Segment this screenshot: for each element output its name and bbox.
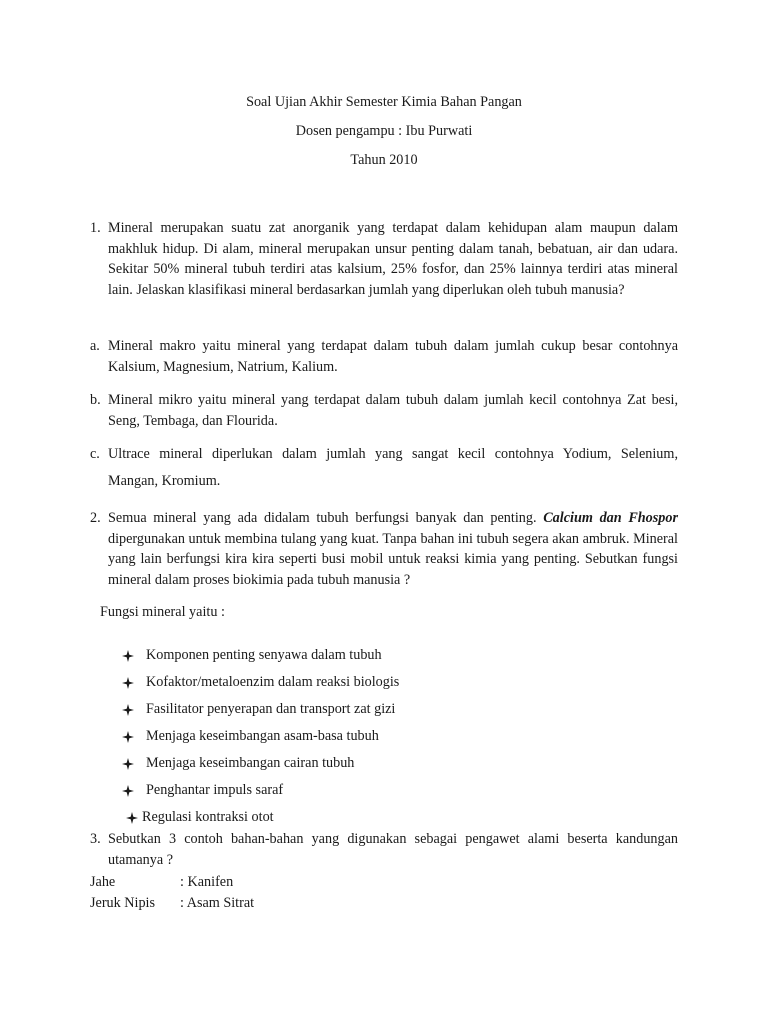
- year-line: Tahun 2010: [350, 152, 418, 168]
- question-2: [90, 508, 678, 590]
- list-item: [126, 804, 399, 831]
- question-text-end: dipergunakan untuk membina tulang yang kuat. Tanpa bahan ini tubuh segera akan ambruk. Mineral yang lain berfungsi kira kira seperti busi mobil untuk reaksi kimia yang penting. Sebutkan fungsi mineral dalam proses biokimia pada tubuh manusia ?: [108, 530, 678, 588]
- question-number: 2.: [90, 510, 101, 526]
- answer-label: b.: [90, 392, 101, 408]
- exam-title: Soal Ujian Akhir Semester Kimia Bahan Pangan: [246, 94, 522, 110]
- list-item-text: Menjaga keseimbangan asam-basa tubuh: [146, 728, 379, 744]
- list-item-text: Menjaga keseimbangan cairan tubuh: [146, 755, 355, 771]
- bullet-list: [122, 642, 399, 831]
- answer-label: c.: [90, 446, 100, 462]
- list-item: [122, 750, 399, 777]
- list-item-text: Kofaktor/metaloenzim dalam reaksi biologis: [146, 674, 400, 690]
- question-text: Mineral merupakan suatu zat anorganik yang terdapat dalam kehidupan alam maupun dalam makhluk hidup. Di alam, mineral merupakan unsur penting dalam tanah, bebatuan, air dan udara. Sekitar 50% mineral tubuh terdiri atas kalsium, 25% fosfor, dan 25% lainnya terdiri atas mineral lain. Jelaskan klasifikasi mineral berdasarkan jumlah yang diperlukan oleh tubuh manusia?: [108, 220, 678, 298]
- item-name: Jeruk Nipis: [90, 895, 156, 911]
- answer-title: Fungsi mineral yaitu :: [100, 604, 225, 620]
- diamond-bullet-icon: [122, 758, 134, 770]
- list-item: [122, 669, 399, 696]
- list-item: [122, 696, 399, 723]
- diamond-bullet-icon: [122, 650, 134, 662]
- diamond-bullet-icon: [122, 704, 134, 716]
- answer-a: [90, 336, 678, 377]
- diamond-bullet-icon: [122, 677, 134, 689]
- list-item-text: Komponen penting senyawa dalam tubuh: [146, 647, 382, 663]
- question-number: 3.: [90, 831, 101, 847]
- answer-b: [90, 390, 678, 431]
- answer-text-line-2: Mangan, Kromium.: [108, 472, 221, 489]
- question-number: 1.: [90, 220, 101, 236]
- list-item-text: Regulasi kontraksi otot: [142, 809, 274, 825]
- question-text-content: Sebutkan 3 contoh bahan-bahan yang digunakan sebagai pengawet alami beserta kandungan utamanya ?: [108, 831, 678, 868]
- answer-text: Mineral makro yaitu mineral yang terdapat dalam tubuh dalam jumlah cukup besar contohnya Kalsium, Magnesium, Natrium, Kalium.: [108, 338, 678, 375]
- question-text-start: Semua mineral yang ada didalam tubuh berfungsi banyak dan penting.: [108, 510, 544, 526]
- emphasis-text: Calcium dan Fhospor: [543, 510, 679, 526]
- diamond-bullet-icon: [122, 731, 134, 743]
- answer-c: [90, 444, 678, 491]
- answer-label: a.: [90, 338, 100, 354]
- list-item-text: Fasilitator penyerapan dan transport zat gizi: [146, 701, 396, 717]
- preservative-item: [90, 872, 233, 892]
- question-1: [90, 218, 678, 300]
- list-item-text: Penghantar impuls saraf: [146, 782, 284, 798]
- question-text: [108, 829, 678, 870]
- document-header: [0, 88, 768, 175]
- diamond-bullet-icon: [122, 785, 134, 797]
- list-item: [122, 777, 399, 804]
- list-item: [122, 723, 399, 750]
- question-text: [108, 508, 678, 590]
- lecturer-line: Dosen pengampu : Ibu Purwati: [295, 123, 473, 139]
- list-item: [122, 642, 399, 669]
- question-3: [90, 829, 678, 870]
- preservative-item: [90, 893, 254, 913]
- diamond-bullet-icon: [126, 812, 138, 824]
- answer-text: Mineral mikro yaitu mineral yang terdapat dalam tubuh dalam jumlah kecil contohnya Zat besi, Seng, Tembaga, dan Flourida.: [108, 392, 678, 429]
- answer-text-line-1: Ultrace mineral diperlukan dalam jumlah yang sangat kecil contohnya Yodium, Selenium,: [108, 446, 678, 462]
- item-value: : Asam Sitrat: [180, 895, 255, 911]
- item-name: Jahe: [90, 874, 116, 890]
- item-value: : Kanifen: [180, 874, 234, 890]
